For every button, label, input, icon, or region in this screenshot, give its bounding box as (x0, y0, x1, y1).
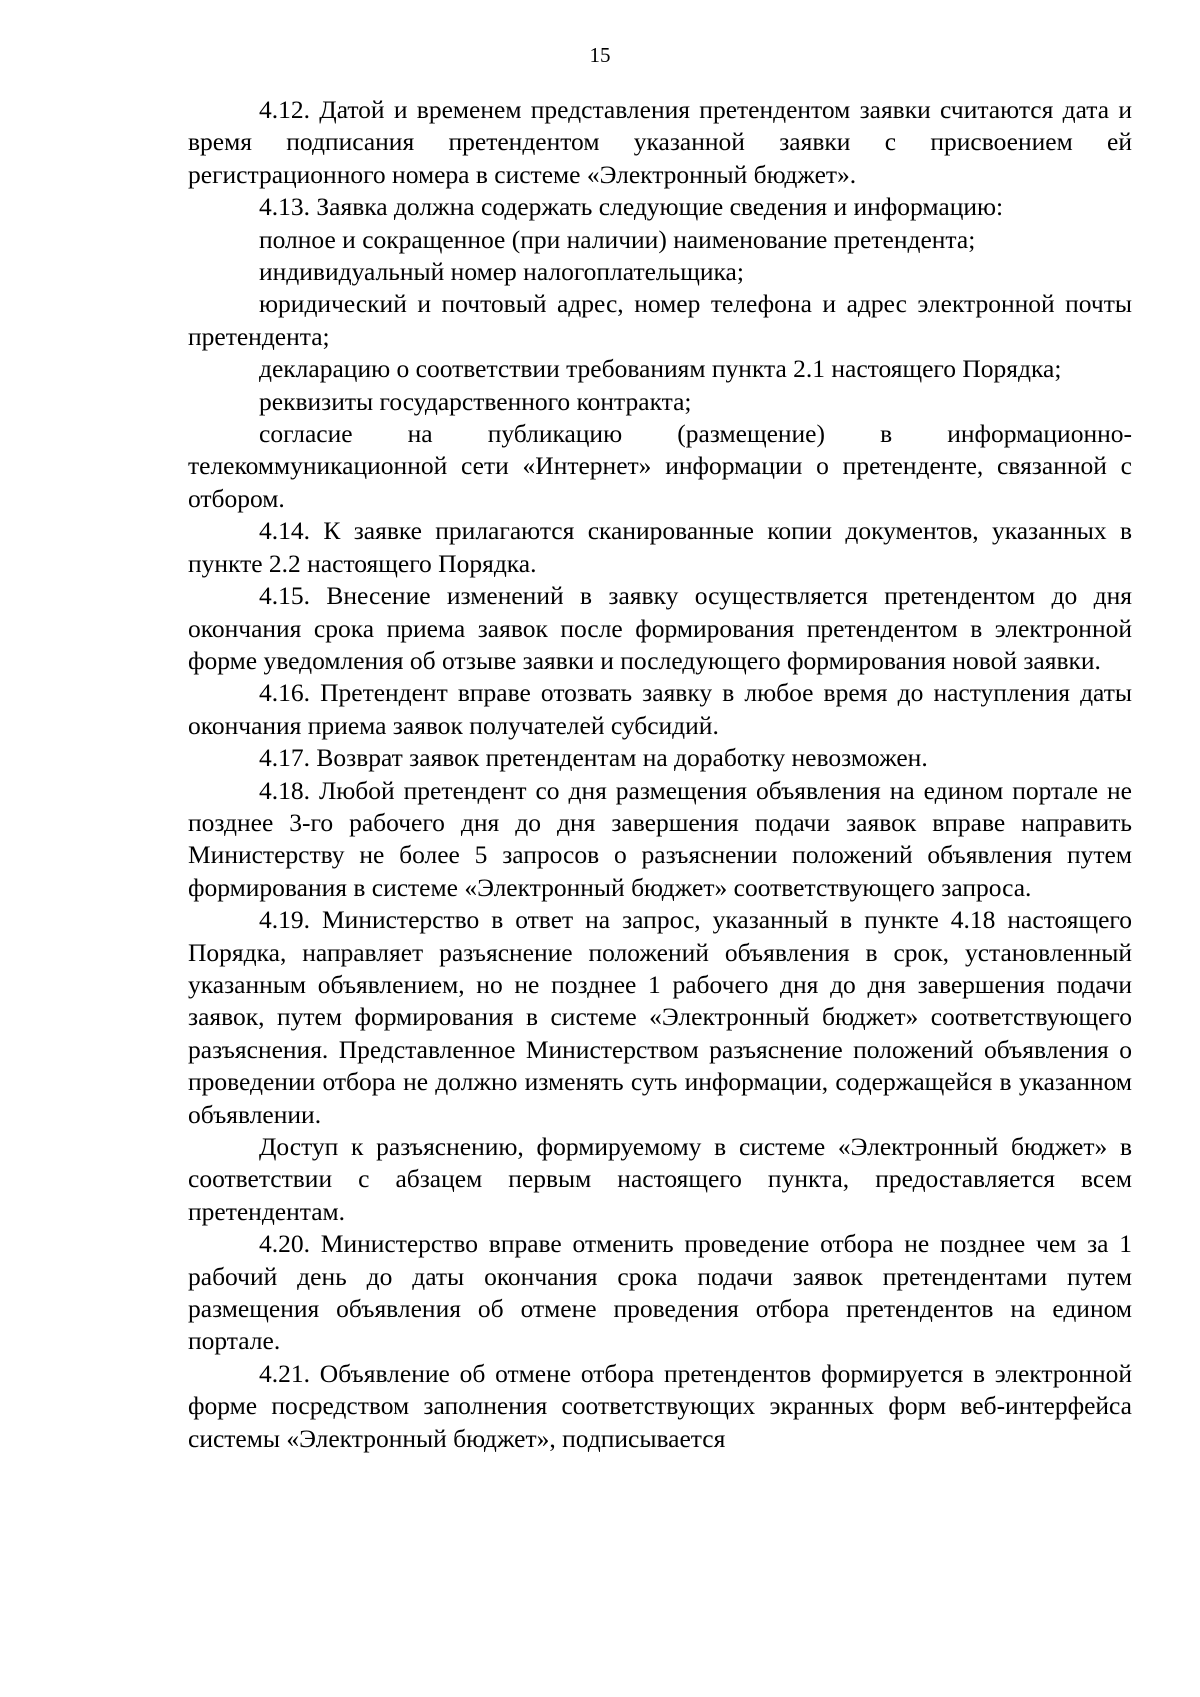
paragraph-4-19-access: Доступ к разъяснению, формируемому в системе «Электронный бюджет» в соответствии с абзацем первым настоящего пункта, предоставляется всем претендентам. (188, 1132, 1132, 1226)
paragraph-4-13: 4.13. Заявка должна содержать следующие сведения и информацию: (259, 192, 1004, 222)
document-body (188, 94, 1132, 1455)
paragraph-4-16: 4.16. Претендент вправе отозвать заявку в любое время до наступления даты окончания приема заявок получателей субсидий. (188, 678, 1132, 740)
paragraph-4-20: 4.20. Министерство вправе отменить проведение отбора не позднее чем за 1 рабочий день до даты окончания срока подачи заявок претендентами путем размещения объявления об отмене проведения отбора претендентов на едином портале. (188, 1229, 1132, 1356)
requirement-item-name: полное и сокращенное (при наличии) наименование претендента; (259, 224, 976, 254)
requirement-item-address: юридический и почтовый адрес, номер телефона и адрес электронной почты претендента; (188, 289, 1132, 351)
requirement-item-declaration: декларацию о соответствии требованиям пункта 2.1 настоящего Порядка; (259, 354, 1062, 384)
paragraph-4-19: 4.19. Министерство в ответ на запрос, указанный в пункте 4.18 настоящего Порядка, направляет разъяснение положений объявления в срок, установленный указанным объявлением, но не позднее 1 рабочего дня до дня завершения подачи заявок, путем формирования в системе «Электронный бюджет» соответствующего разъяснения. Представленное Министерством разъяснение положений объявления о проведении отбора не должно изменять суть информации, содержащейся в указанном объявлении. (188, 905, 1132, 1129)
paragraph-4-21: 4.21. Объявление об отмене отбора претендентов формируется в электронной форме посредством заполнения соответствующих экранных форм веб-интерфейса системы «Электронный бюджет», подписывается (188, 1358, 1132, 1453)
paragraph-4-17: 4.17. Возврат заявок претендентам на доработку невозможен. (259, 743, 928, 773)
paragraph-4-15: 4.15. Внесение изменений в заявку осуществляется претендентом до дня окончания срока приема заявок после формирования претендентом в электронной форме уведомления об отзыве заявки и последующего формирования новой заявки. (188, 581, 1132, 675)
requirement-item-contract: реквизиты государственного контракта; (259, 386, 692, 416)
requirement-item-consent: согласие на публикацию (размещение) в информационно-телекоммуникационной сети «Интернет» информации о претенденте, связанной с отбором. (188, 419, 1132, 513)
page-number: 15 (589, 43, 611, 67)
paragraph-4-14: 4.14. К заявке прилагаются сканированные копии документов, указанных в пункте 2.2 настоящего Порядка. (188, 516, 1132, 578)
requirement-item-inn: индивидуальный номер налогоплательщика; (259, 257, 744, 287)
paragraph-4-12: 4.12. Датой и временем представления претендентом заявки считаются дата и время подписания претендентом указанной заявки с присвоением ей регистрационного номера в системе «Электронный бюджет». (188, 95, 1132, 189)
paragraph-4-18: 4.18. Любой претендент со дня размещения объявления на едином портале не позднее 3-го рабочего дня до дня завершения подачи заявок вправе направить Министерству не более 5 запросов о разъяснении положений объявления путем формирования в системе «Электронный бюджет» соответствующего запроса. (188, 775, 1132, 902)
